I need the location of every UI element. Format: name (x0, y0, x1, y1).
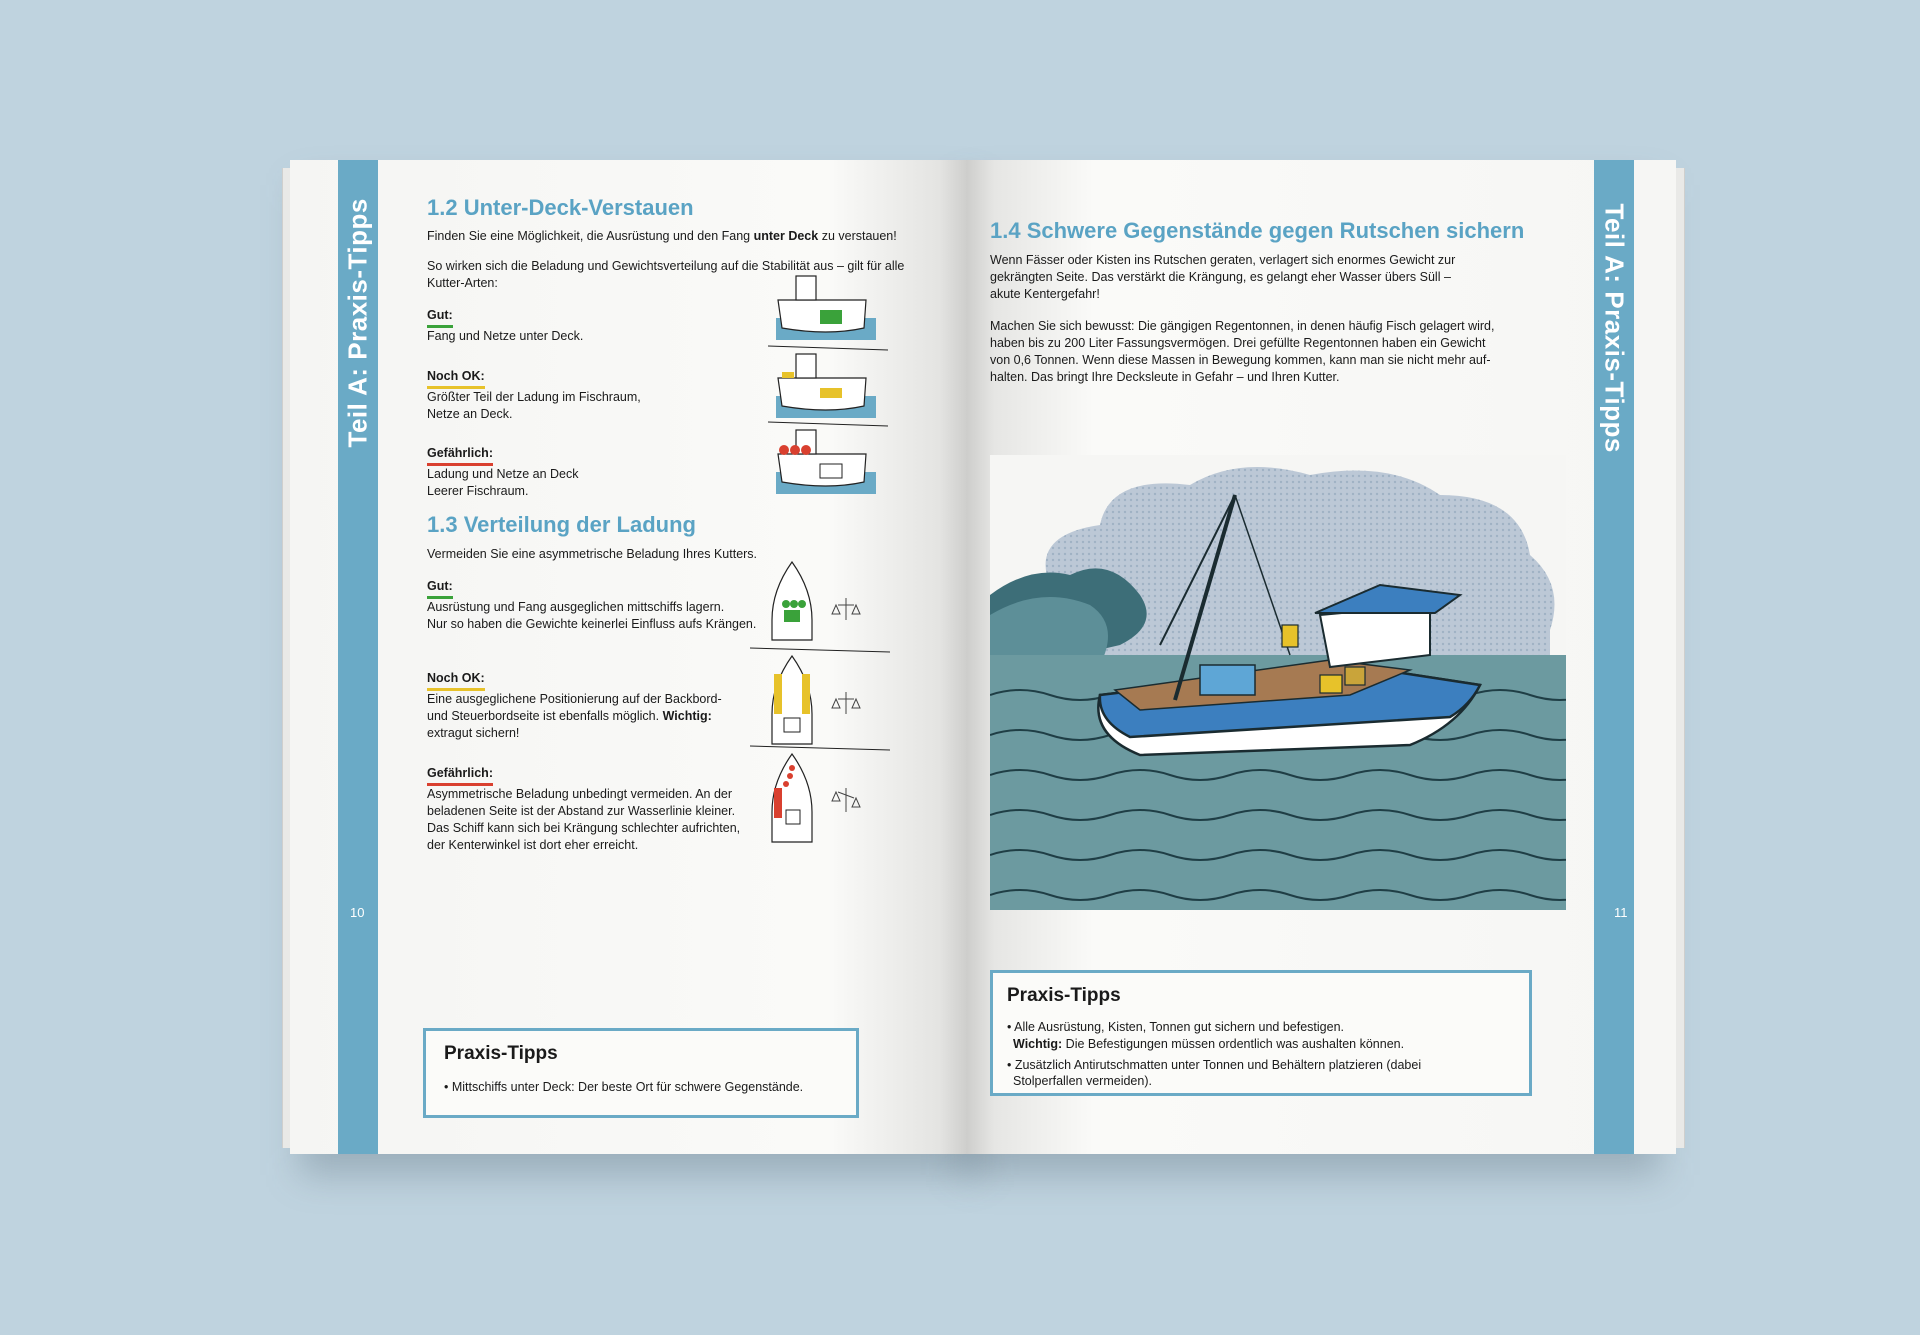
boat-side-ok (776, 354, 876, 418)
boat-top-danger (772, 754, 860, 842)
side-label-right: Teil A: Praxis-Tipps (1599, 203, 1630, 453)
para2-line2: haben bis zu 200 Liter Fassungsvermögen. Drei gefüllte Regentonnen haben ein Gewicht (990, 336, 1486, 350)
tips-box-left (423, 1028, 859, 1118)
stow-item-good: Gut: Fang und Netze unter Deck. (427, 308, 584, 343)
top-view-diagrams (750, 560, 890, 850)
side-band-left (338, 160, 378, 1154)
para1-line1: Wenn Fässer oder Kisten ins Rutschen geraten, verlagert sich enormes Gewicht zur (990, 253, 1456, 267)
tips-box-right (990, 970, 1532, 1096)
tips-left-item-1: • Mittschiffs unter Deck: Der beste Ort für schwere Gegenstände. (444, 1080, 804, 1094)
page-number-right: 11 (1614, 905, 1628, 920)
tips-title-right: Praxis-Tipps (1007, 985, 1121, 1006)
right-page (966, 160, 1676, 1154)
page-number-left: 10 (350, 905, 365, 920)
stow-item-ok: Noch OK: Größter Teil der Ladung im Fischraum, Netze an Deck. (427, 369, 641, 421)
para1-line3: akute Kentergefahr! (990, 287, 1100, 301)
distribution-item-danger: Gefährlich: Asymmetrische Beladung unbedingt vermeiden. An der beladenen Seite ist der Abstand zur Wasserlinie kleiner. Das Schiff kann sich bei Krängung schlechter aufrichten, der Kenterwinkel ist dort eher erreicht. (427, 766, 741, 852)
distribution-item-good: Gut: Ausrüstung und Fang ausgeglichen mittschiffs lagern. Nur so haben die Gewichte keinerlei Einfluss aufs Krängen. (427, 579, 757, 631)
tips-right-item-1: • Alle Ausrüstung, Kisten, Tonnen gut sichern und befestigen. (1007, 1020, 1345, 1034)
section-title-1-2: 1.2 Unter-Deck-Verstauen (427, 195, 694, 220)
side-view-diagrams (768, 270, 888, 500)
section-1-2-text-line2: Kutter-Arten: (427, 276, 498, 290)
distribution-item-ok: Noch OK: Eine ausgeglichene Positionierung auf der Backbord- und Steuerbordseite ist ebenfalls möglich. Wichtig: extragut sichern! (427, 671, 722, 740)
tips-right-item-2: • Zusätzlich Antirutschmatten unter Tonnen und Behältern platzieren (dabei (1007, 1058, 1422, 1072)
tips-right-item-2-cont: Stolperfallen vermeiden). (1013, 1074, 1152, 1088)
section-title-1-3: 1.3 Verteilung der Ladung (427, 512, 696, 537)
fishing-boat-illustration (990, 455, 1566, 910)
left-page (290, 160, 966, 1154)
para2-line1: Machen Sie sich bewusst: Die gängigen Regentonnen, in denen häufig Fisch gelagert wird, (990, 319, 1495, 333)
section-title-1-4: 1.4 Schwere Gegenstände gegen Rutschen sichern (990, 218, 1525, 243)
para2-line4: halten. Das bringt Ihre Decksleute in Gefahr – und Ihren Kutter. (990, 370, 1340, 384)
para2-line3: von 0,6 Tonnen. Wenn diese Massen in Bewegung kommen, kann man sie nicht mehr auf- (990, 353, 1491, 367)
side-band-right (1594, 160, 1634, 1154)
section-1-3-intro: Vermeiden Sie eine asymmetrische Beladung Ihres Kutters. (427, 547, 758, 561)
boat-side-good (776, 276, 876, 340)
section-1-2-intro: Finden Sie eine Möglichkeit, die Ausrüstung und den Fang unter Deck zu verstauen! (427, 229, 897, 243)
stow-item-danger: Gefährlich: Ladung und Netze an Deck Leerer Fischraum. (427, 446, 579, 498)
boat-side-danger (776, 430, 876, 494)
tips-title-left: Praxis-Tipps (444, 1043, 558, 1064)
tips-right-item-1-cont: Wichtig: Die Befestigungen müssen ordentlich was aushalten können. (1013, 1037, 1405, 1051)
boat-top-ok (772, 656, 860, 744)
para1-line2: gekrängten Seite. Das verstärkt die Krängung, es gelangt eher Wasser übers Süll – (990, 270, 1451, 284)
section-1-2-text-line1: So wirken sich die Beladung und Gewichtsverteilung auf die Stabilität aus – gilt für alle (427, 259, 905, 273)
boat-top-good (772, 562, 860, 640)
side-label-left: Teil A: Praxis-Tipps (342, 198, 373, 448)
